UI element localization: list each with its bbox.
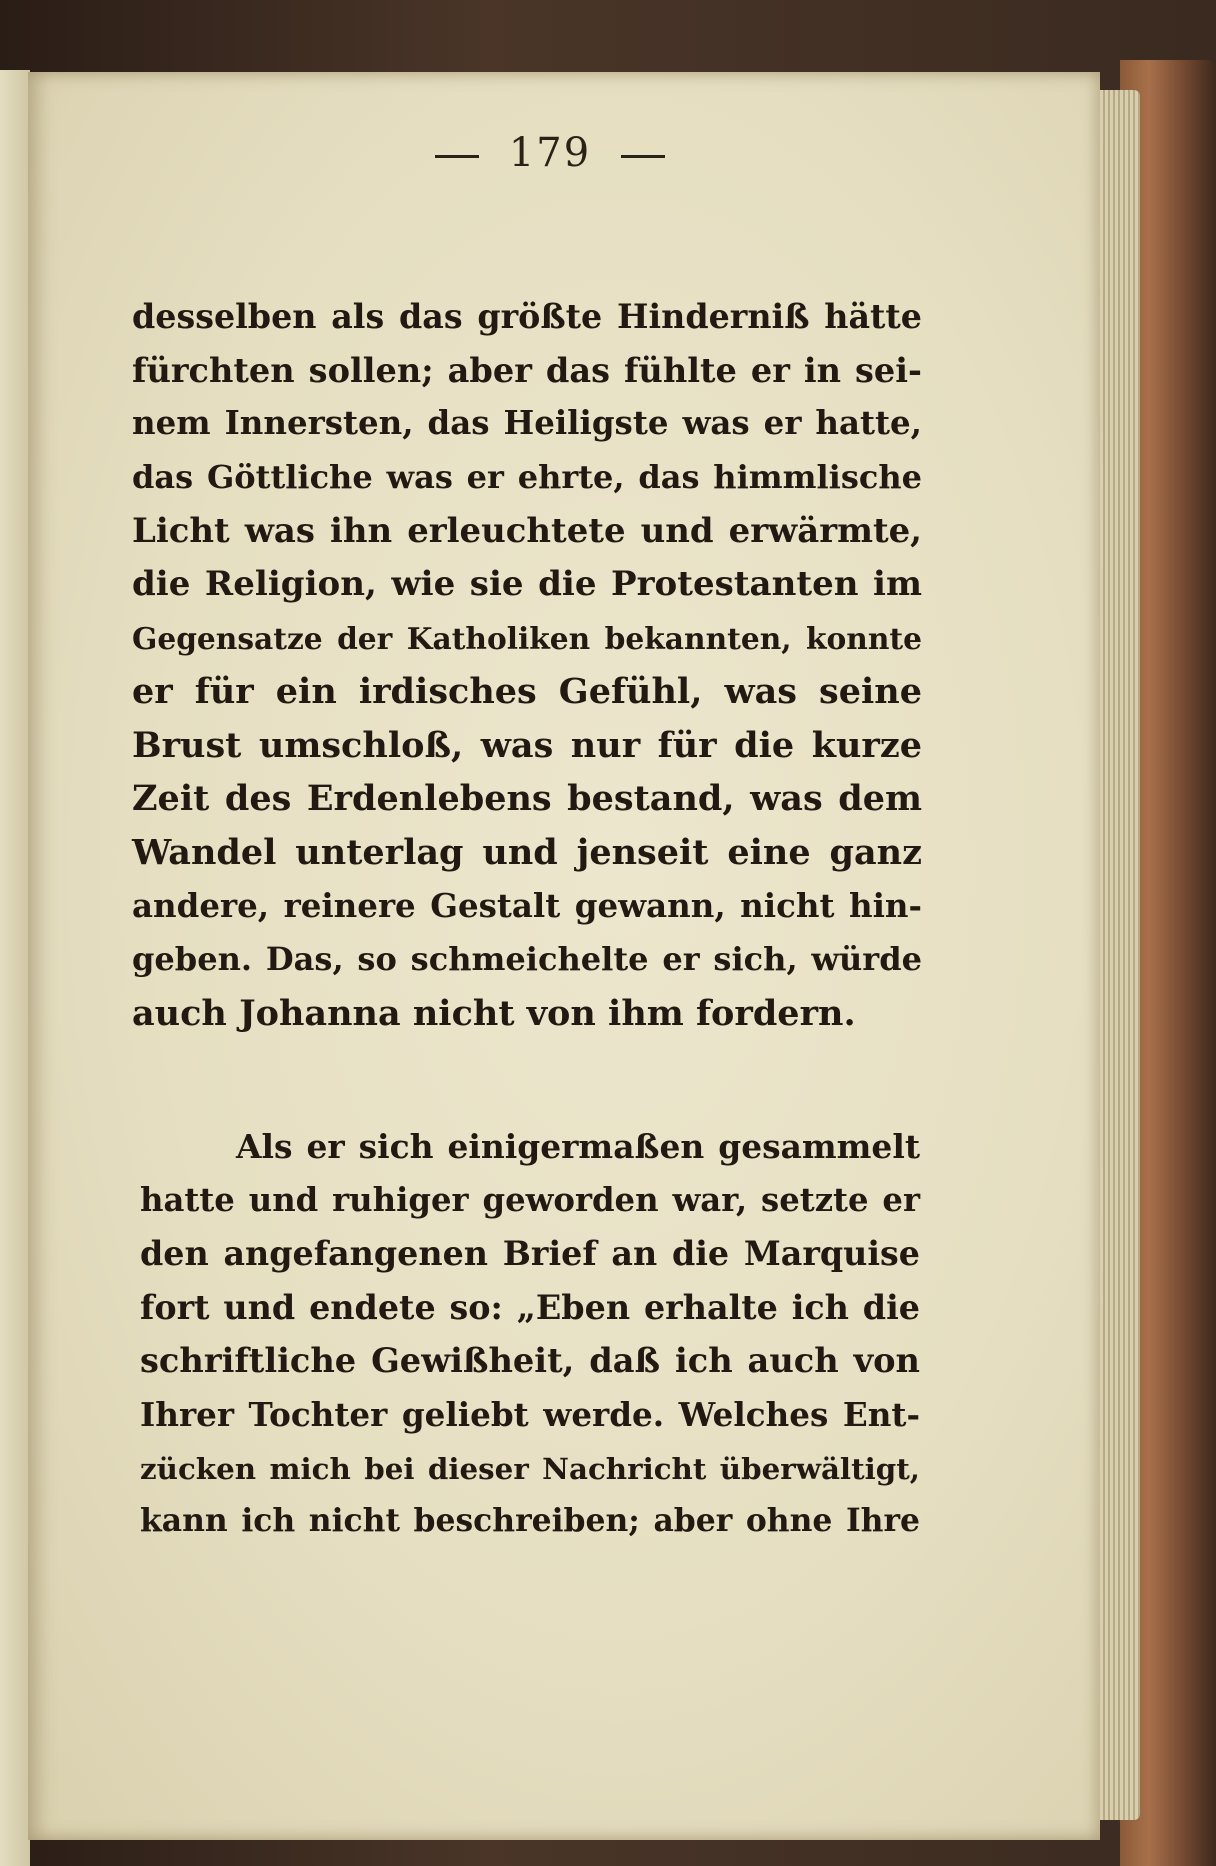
text-line: desselben als das größte Hinderniß hätte	[132, 297, 922, 336]
text-line: Gegensatze der Katholiken bekannten, konnte	[132, 620, 922, 656]
text-line: Ihrer Tochter geliebt werde. Welches Ent-	[140, 1394, 920, 1434]
text-line: fürchten sollen; aber das fühlte er in sei-	[132, 349, 922, 390]
text-line: das Göttliche was er ehrte, das himmlische	[132, 457, 922, 496]
text-line: die Religion, wie sie die Protestanten im	[132, 563, 922, 604]
text-line: Licht was ihn erleuchtete und erwärmte,	[132, 510, 922, 551]
page-number: 179	[508, 130, 592, 176]
text-line: nem Innersten, das Heiligste was er hatte,	[132, 404, 922, 443]
facing-page-edge	[0, 70, 30, 1866]
text-line: fort und endete so: „Eben erhalte ich die	[140, 1287, 920, 1327]
paragraph-2	[140, 1120, 920, 1549]
text-line: andere, reinere Gestalt gewann, nicht hin-	[132, 886, 922, 925]
header-dash-left	[435, 155, 479, 158]
text-line: den angefangenen Brief an die Marquise	[140, 1234, 920, 1274]
header-dash-right	[621, 155, 665, 158]
text-line: kann ich nicht beschreiben; aber ohne Ihre	[140, 1503, 920, 1540]
text-line: zücken mich bei dieser Nachricht überwältigt,	[140, 1450, 920, 1486]
text-line: Wandel unterlag und jenseit eine ganz	[132, 831, 922, 873]
text-line: Als er sich einigermaßen gesammelt	[236, 1127, 920, 1166]
text-line: Brust umschloß, was nur für die kurze	[132, 724, 922, 766]
text-line: auch Johanna nicht von ihm fordern.	[132, 992, 856, 1034]
paragraph-1	[132, 290, 922, 1040]
page-header	[400, 130, 700, 176]
text-line: er für ein irdisches Gefühl, was seine	[132, 671, 922, 713]
text-line: Zeit des Erdenlebens bestand, was dem	[132, 778, 922, 820]
text-line: hatte und ruhiger geworden war, setzte er	[140, 1180, 920, 1219]
text-line: geben. Das, so schmeichelte er sich, würde	[132, 940, 922, 979]
text-line: schriftliche Gewißheit, daß ich auch von	[140, 1340, 920, 1381]
